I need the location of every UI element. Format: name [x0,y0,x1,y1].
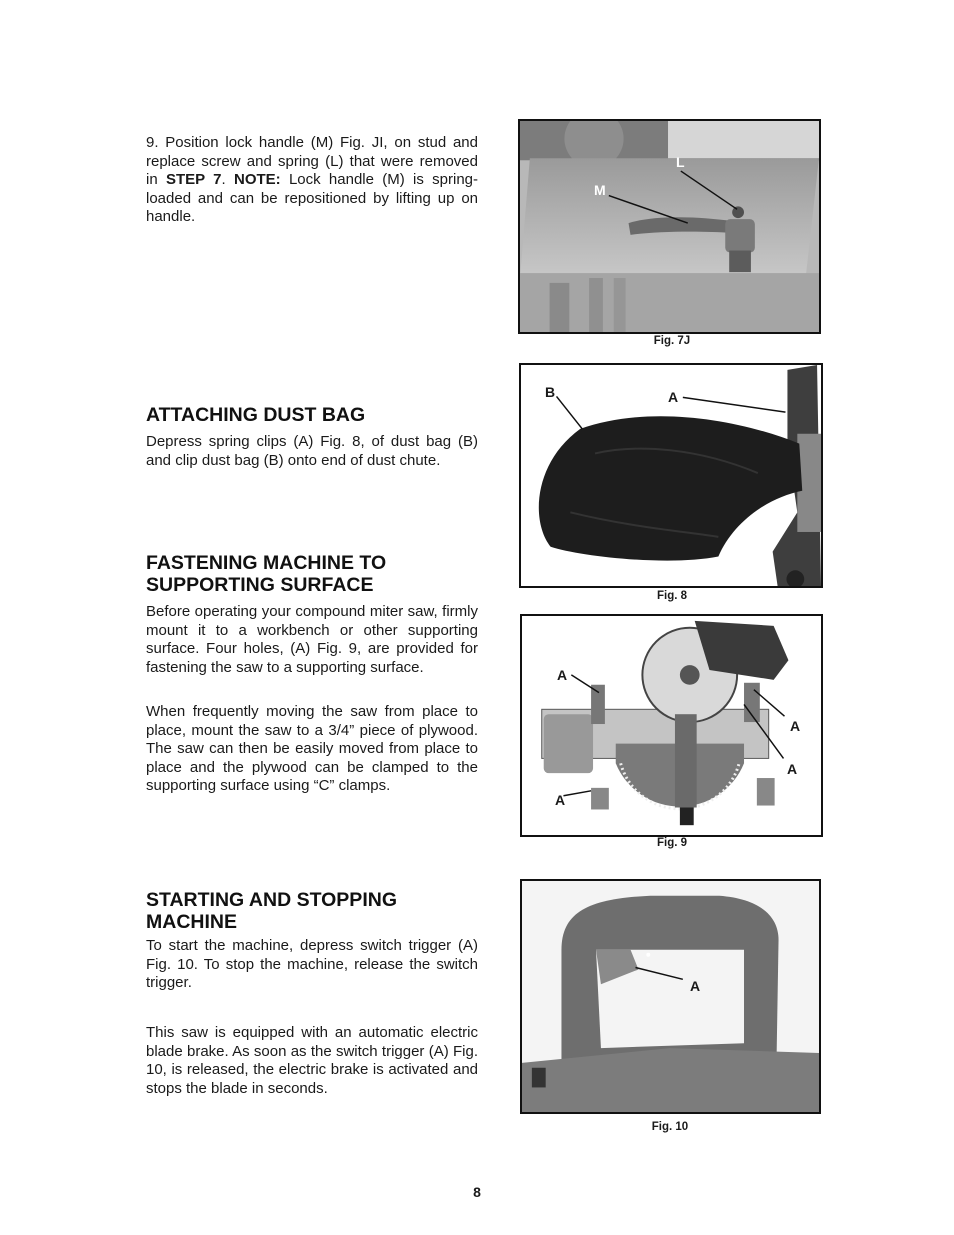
fig8-caption: Fig. 8 [656,590,688,602]
fastening-heading: FASTENING MACHINE TO SUPPORTING SURFACE [146,552,387,596]
figure-9-photo [520,614,823,837]
fig7j-label-l: L [676,154,685,170]
figure-7j-photo [518,119,821,334]
starting-text-2: This saw is equipped with an automatic electric blade brake. As soon as the switch trigger (A) Fig. 10, is released, the electric brake is activated and stops the blade in seconds. [146,1024,478,1097]
figure-10-photo [520,879,821,1114]
fastening-text-1: Before operating your compound miter saw, firmly mount it to a workbench or other supporting surface. Four holes, (A) Fig. 9, are provided for fastening the saw to a supporting surface. [146,603,478,676]
starting-heading: STARTING AND STOPPING MACHINE [146,889,397,933]
step-9-part3: Lock handle (M) is spring-loaded and can be repositioned by lifting up on handle. [146,171,479,226]
step-9-text [146,134,478,227]
fig10-caption: Fig. 10 [651,1121,689,1133]
step-9-part2: . [221,171,234,189]
fig8-label-b: B [545,384,556,400]
fig10-label-a: A [690,978,701,994]
step-9-part1: 9. Position lock handle (M) Fig. JI, on stud and replace screw and spring (L) that were removed in [146,134,478,189]
fig7j-label-m: M [594,182,606,198]
step-9-bold-step7: STEP 7 [165,171,222,189]
dust-bag-text: Depress spring clips (A) Fig. 8, of dust bag (B) and clip dust bag (B) onto end of dust chute. [146,433,478,469]
fig9-caption: Fig. 9 [656,837,688,849]
fig9-label-a-top-left: A [557,667,568,683]
fig8-label-a: A [668,389,679,405]
fig9-label-a-bottom-left: A [555,792,566,808]
starting-text-1: To start the machine, depress switch trigger (A) Fig. 10. To stop the machine, release the switch trigger. [146,937,478,992]
fig9-label-a-right-lower: A [787,761,798,777]
figure-8-photo [519,363,823,588]
fastening-text-2: When frequently moving the saw from place to place, mount the saw to a 3/4” piece of plywood. The saw can then be easily moved from place to place and the plywood can be clamped to the supporting surface using “C” clamps. [146,703,478,795]
dust-bag-heading: ATTACHING DUST BAG [146,404,366,426]
fig7j-caption: Fig. 7J [653,335,691,347]
step-9-bold-note: NOTE: [233,171,281,189]
fig9-label-a-right-upper: A [790,718,801,734]
page-number: 8 [473,1184,481,1200]
